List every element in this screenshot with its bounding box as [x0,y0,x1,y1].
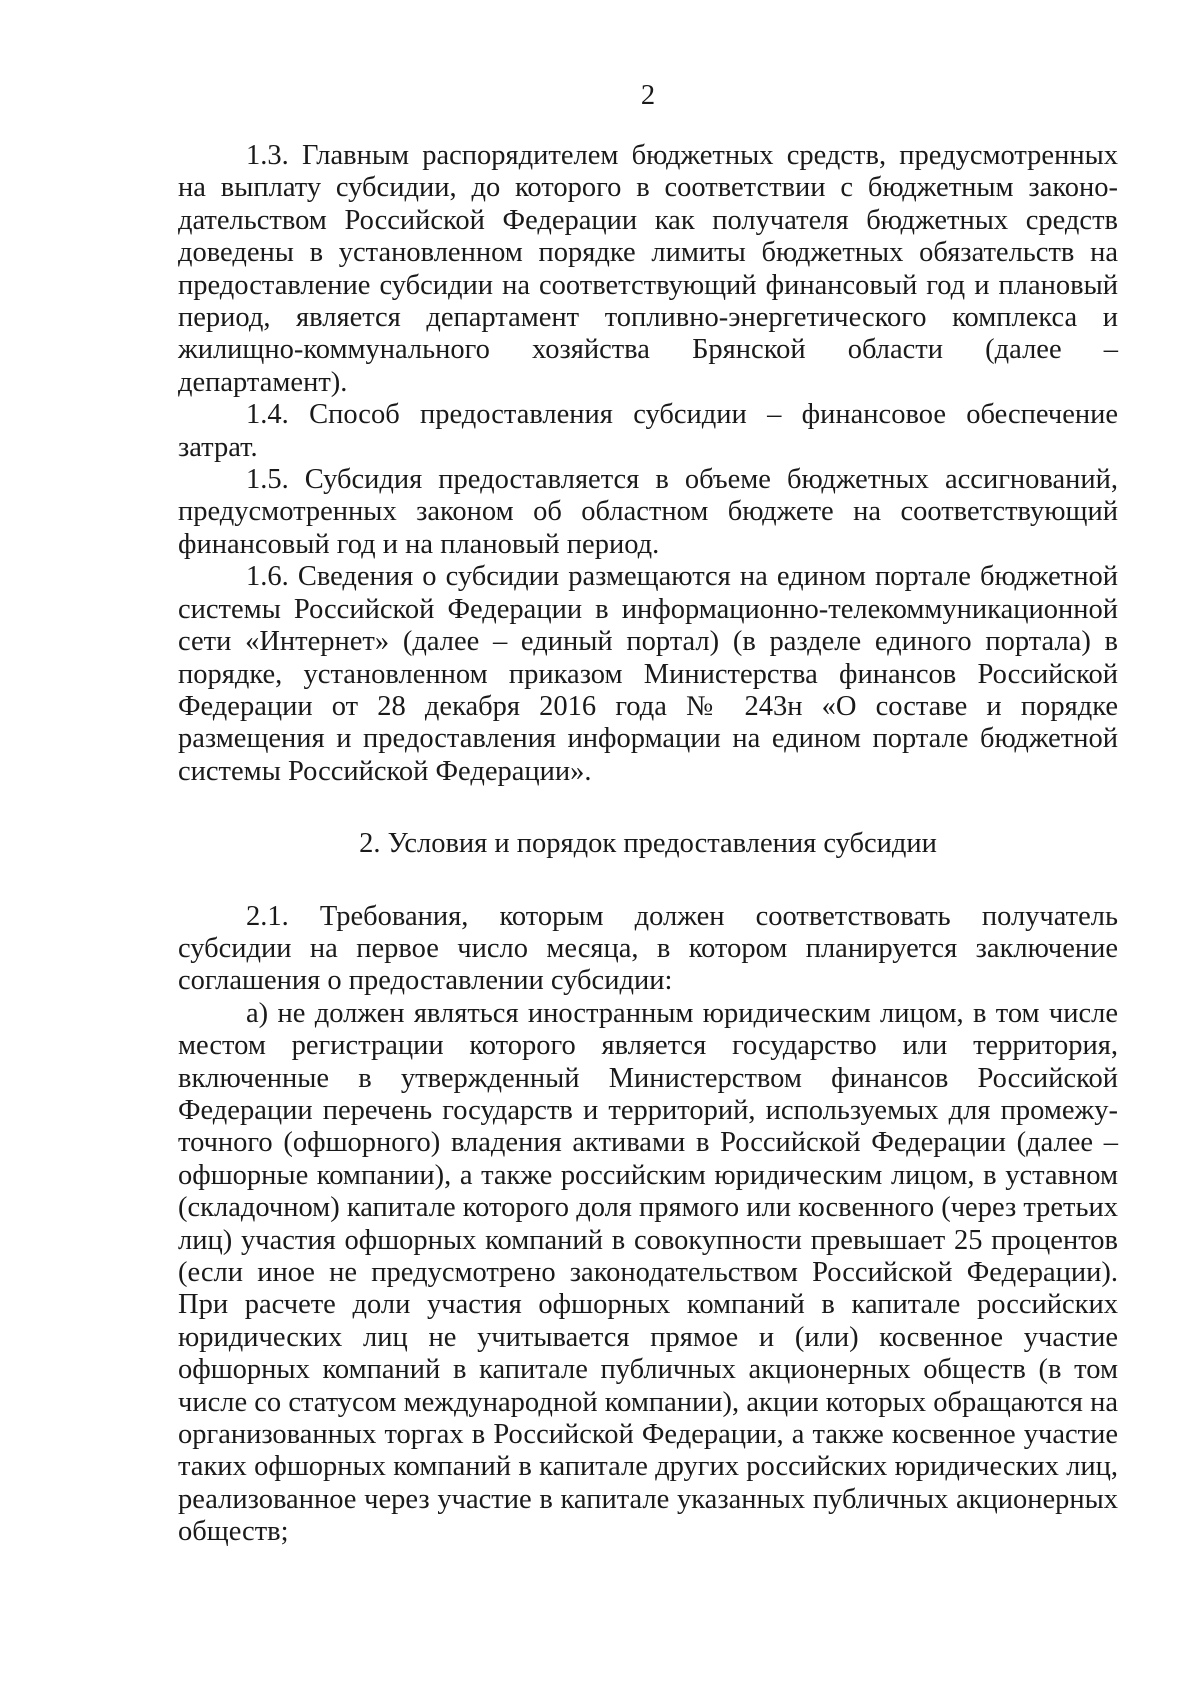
paragraph-1-4: 1.4. Способ предоставления субсидии – финансовое обеспечение затрат. [178,399,1118,463]
paragraph-1-3: 1.3. Главным распорядителем бюджетных средств, предусмотренных на выплату субсидии, до которого в соответствии с бюджетным законодательством Российской Федерации как получателя бюджетных средств доведены в установленном порядке лимиты бюджетных обязательств на предоставление субсидии на соответствующий финансовый год и плановый период, является департамент топливно-энергетического комплекса и жилищно-коммунального хозяйства Брянской области (далее – департамент). [178,140,1118,398]
section-heading: 2. Условия и порядок предоставления субсидии [359,828,937,860]
page-number: 2 [640,80,656,111]
paragraph-2-1: 2.1. Требования, которым должен соответствовать получатель субсидии на первое число месяца, в котором планируется заключение соглашения о предоставлении субсидии: [178,900,1118,997]
paragraph-1-5: 1.5. Субсидия предоставляется в объеме бюджетных ассигнований, предусмотренных законом об областном бюджете на соответствующий финансовый год и на плановый период. [178,464,1118,560]
document-page [178,80,1118,1549]
paragraph-1-6: 1.6. Сведения о субсидии размещаются на едином портале бюджетной системы Российской Федерации в информационно-телекоммуникационной сети «Интернет» (далее – единый портал) (в разделе единого портала) в порядке, установленном приказом Министерства финансов Российской Федерации от 28 декабря 2016 года № 243н «О составе и порядке размещения и предоставления информации на едином портале бюджетной системы Российской Федерации». [178,561,1118,787]
paragraph-2-1-a: а) не должен являться иностранным юридическим лицом, в том числе местом регистрации которого является государство или территория, включенные в утвержденный Министерством финансов Российской Федерации перечень государств и территорий, используемых для промежуточного (офшорного) владения активами в Российской Федерации (далее – офшорные компании), а также российским юридическим лицом, в уставном (складочном) капитале которого доля прямого или косвенного (через третьих лиц) участия офшорных компаний в совокупности превышает 25 процентов (если иное не предусмотрено законодательством Российской Федерации). При расчете доли участия офшорных компаний в капитале российских юридических лиц не учитывается прямое и (или) косвенное участие офшорных компаний в капитале публичных акционерных обществ (в том числе со статусом международной компании), акции которых обращаются на организованных торгах в Российской Федерации, а также косвенное участие таких офшорных компаний в капитале других российских юридических лиц, реализованное через участие в капитале указанных публичных акционерных обществ; [178,997,1118,1548]
